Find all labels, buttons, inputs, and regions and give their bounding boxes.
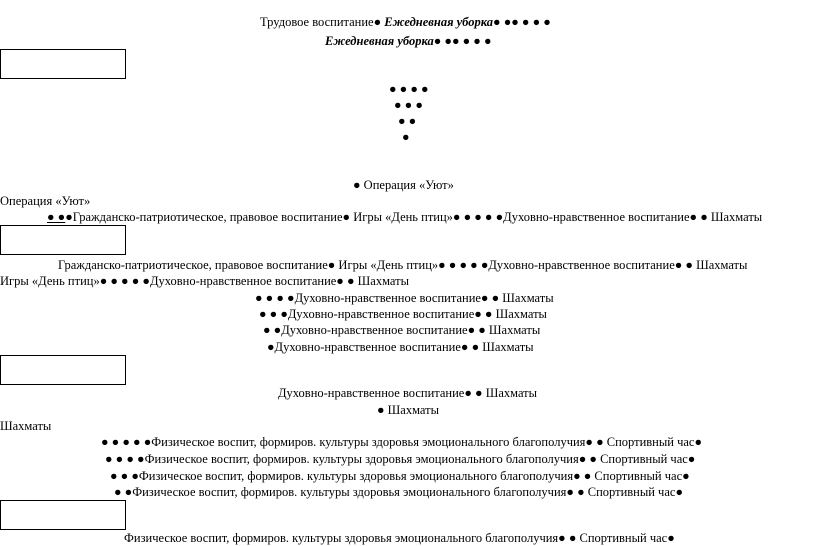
moral-line-2: Гражданско-патриотическое, правовое воспитание● Игры «День птиц»● ● ● ● ●Духовно-нравственное воспитание● ● Шахматы xyxy=(58,258,748,272)
underlined-bullets: ● ● xyxy=(47,210,66,224)
header-daily-cleaning: Ежедневная уборка xyxy=(384,15,494,29)
bullet-row-4: ● ● ● ● xyxy=(389,82,429,96)
operation-uyut-left: Операция «Уют» xyxy=(0,194,91,208)
moral-line-1-text: ●Гражданско-патриотическое, правовое воспитание● Игры «День птиц»● ● ● ● ●Духовно-нравственное воспитание● ● Шахматы xyxy=(65,210,763,224)
empty-box-4 xyxy=(0,500,126,530)
moral-line-5: ● ● ●Духовно-нравственное воспитание● ● Шахматы xyxy=(259,307,547,321)
physical-line-2: ● ● ● ●Физическое воспит, формиров. культуры здоровья эмоционального благополучия● ● Спортивный час● xyxy=(105,452,696,466)
moral-line-6: ● ●Духовно-нравственное воспитание● ● Шахматы xyxy=(263,323,541,337)
empty-box-1 xyxy=(0,49,126,79)
moral-line-3: Игры «День птиц»● ● ● ● ●Духовно-нравственное воспитание● ● Шахматы xyxy=(0,274,409,288)
moral-line-1 xyxy=(47,209,762,225)
empty-box-3 xyxy=(0,355,126,385)
moral-line-7: ●Духовно-нравственное воспитание● ● Шахматы xyxy=(267,340,534,354)
physical-line-1: ● ● ● ● ●Физическое воспит, формиров. культуры здоровья эмоционального благополучия● ● Спортивный час● xyxy=(101,435,703,449)
header-title: Трудовое воспитание xyxy=(260,15,374,29)
bullet-row-1: ● xyxy=(402,130,410,144)
empty-box-2 xyxy=(0,225,126,255)
bullet-row-3: ● ● ● xyxy=(394,98,423,112)
header-line-1 xyxy=(260,14,551,30)
moral-line-10: Шахматы xyxy=(0,419,52,433)
bullet: ● xyxy=(373,15,382,29)
physical-line-4: ● ●Физическое воспит, формиров. культуры здоровья эмоционального благополучия● ● Спортивный час● xyxy=(114,485,683,499)
bullet-row-2: ● ● xyxy=(398,114,417,128)
header-daily-cleaning-2: Ежедневная уборка xyxy=(325,34,434,48)
moral-line-8: Духовно-нравственное воспитание● ● Шахматы xyxy=(278,386,538,400)
moral-line-9: ● Шахматы xyxy=(377,403,439,417)
moral-line-4: ● ● ● ●Духовно-нравственное воспитание● ● Шахматы xyxy=(255,291,554,305)
bullets: ● ●● ● ● ● xyxy=(493,15,551,29)
operation-uyut-centered: ● Операция «Уют» xyxy=(353,178,454,192)
physical-line-3: ● ● ●Физическое воспит, формиров. культуры здоровья эмоционального благополучия● ● Спортивный час● xyxy=(110,469,690,483)
physical-line-5: Физическое воспит, формиров. культуры здоровья эмоционального благополучия● ● Спортивный час● xyxy=(124,531,675,545)
header-line-2 xyxy=(325,33,492,49)
bullets: ● ●● ● ● ● xyxy=(433,34,492,48)
